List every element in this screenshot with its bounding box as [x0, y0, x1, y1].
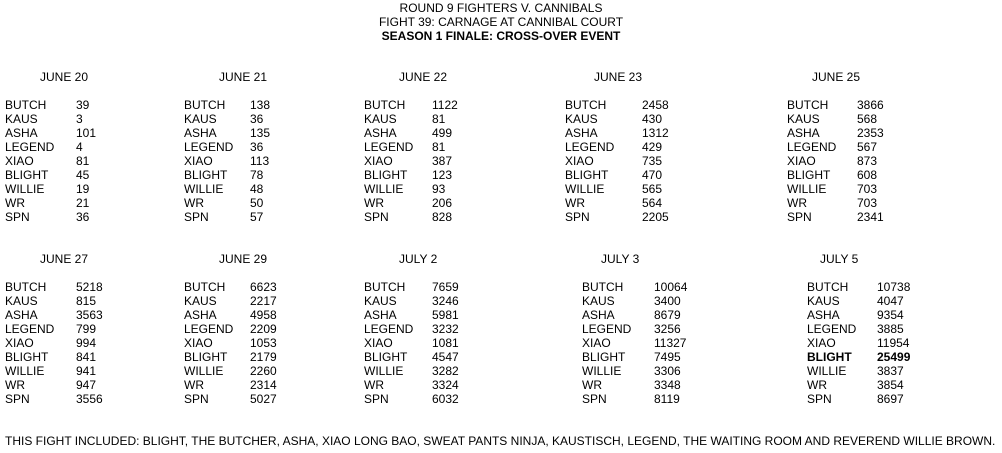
fighter-name: SPN	[582, 392, 607, 406]
fighter-score: 1053	[250, 336, 277, 350]
fighter-score: 7495	[654, 350, 681, 364]
fighter-name: LEGEND	[184, 322, 234, 336]
fighter-score: 703	[857, 182, 878, 196]
fighter-score: 101	[76, 126, 97, 140]
fighter-name: XIAO	[184, 336, 213, 350]
fighter-score: 81	[76, 154, 90, 168]
date-heading: JUNE 22	[399, 70, 448, 84]
fighter-name: KAUS	[184, 294, 217, 308]
header	[0, 1, 1002, 43]
fighter-score: 3556	[76, 392, 103, 406]
fighter-name: ASHA	[582, 308, 615, 322]
fighter-score: 2205	[642, 210, 669, 224]
fighter-score: 4958	[250, 308, 277, 322]
fighter-score: 93	[432, 182, 446, 196]
fighter-name: XIAO	[5, 154, 34, 168]
fighter-name: SPN	[364, 392, 389, 406]
fighter-score: 113	[250, 154, 270, 168]
date-heading: JUNE 21	[219, 70, 268, 84]
fighter-name: BLIGHT	[184, 168, 228, 182]
fighter-score: 567	[857, 140, 878, 154]
fighter-name: ASHA	[807, 308, 840, 322]
fighter-name: XIAO	[787, 154, 816, 168]
fighter-name: WILLIE	[582, 364, 622, 378]
fighter-score: 25499	[877, 350, 911, 364]
fighter-name: WR	[787, 196, 807, 210]
fighter-score: 608	[857, 168, 878, 182]
fighter-score: 3400	[654, 294, 681, 308]
title-line-3: SEASON 1 FINALE: CROSS-OVER EVENT	[381, 29, 621, 43]
date-heading: JULY 5	[820, 252, 859, 266]
fighter-score: 841	[76, 350, 97, 364]
fighter-name: WR	[565, 196, 585, 210]
fighter-name: BUTCH	[184, 98, 226, 112]
fighter-score: 564	[642, 196, 663, 210]
fighter-score: 5218	[76, 280, 103, 294]
fighter-score: 2209	[250, 322, 277, 336]
fighter-score: 19	[76, 182, 90, 196]
fighter-name: ASHA	[364, 126, 397, 140]
fighter-score: 1122	[432, 98, 458, 112]
fighter-name: XIAO	[5, 336, 34, 350]
fighter-score: 3	[76, 112, 83, 126]
fighter-name: SPN	[5, 392, 30, 406]
fighter-name: LEGEND	[582, 322, 632, 336]
fighter-name: WR	[807, 378, 827, 392]
fighter-score: 10738	[877, 280, 911, 294]
fighter-name: WR	[582, 378, 602, 392]
fighter-name: SPN	[184, 210, 209, 224]
fighter-score: 45	[76, 168, 90, 182]
fighter-name: LEGEND	[787, 140, 837, 154]
fighter-name: WR	[364, 378, 384, 392]
fighter-score: 499	[432, 126, 453, 140]
fighter-name: BLIGHT	[364, 350, 408, 364]
fighter-name: LEGEND	[5, 322, 55, 336]
fighter-name: BUTCH	[5, 280, 47, 294]
fighter-score: 7659	[432, 280, 459, 294]
fighter-name: KAUS	[582, 294, 615, 308]
fighter-score: 5027	[250, 392, 277, 406]
fighter-score: 5981	[432, 308, 459, 322]
fighter-name: KAUS	[5, 294, 38, 308]
fighter-score: 39	[76, 98, 90, 112]
date-heading: JULY 3	[601, 252, 640, 266]
fighter-score: 2179	[250, 350, 277, 364]
fighter-name: KAUS	[807, 294, 840, 308]
fighter-score: 3324	[432, 378, 459, 392]
fighter-name: LEGEND	[364, 140, 414, 154]
date-heading: JULY 2	[399, 252, 438, 266]
fighter-name: SPN	[565, 210, 590, 224]
fighter-name: SPN	[5, 210, 30, 224]
fighter-name: BLIGHT	[184, 350, 228, 364]
fighter-name: BUTCH	[807, 280, 849, 294]
fighter-score: 703	[857, 196, 878, 210]
fighter-name: ASHA	[787, 126, 820, 140]
title-line-2: FIGHT 39: CARNAGE AT CANNIBAL COURT	[378, 15, 624, 29]
fighter-name: ASHA	[184, 126, 217, 140]
fighter-name: LEGEND	[5, 140, 55, 154]
fighter-name: ASHA	[565, 126, 598, 140]
fighter-score: 11327	[654, 336, 687, 350]
fighter-score: 123	[432, 168, 453, 182]
fighter-score: 36	[250, 112, 264, 126]
fighter-score: 2458	[642, 98, 669, 112]
fighter-score: 3282	[432, 364, 459, 378]
fighter-score: 799	[76, 322, 97, 336]
fighter-score: 429	[642, 140, 663, 154]
fighter-score: 21	[76, 196, 90, 210]
fighter-score: 3837	[877, 364, 904, 378]
fighter-name: WILLIE	[5, 364, 45, 378]
fighter-score: 36	[250, 140, 264, 154]
fighter-score: 815	[76, 294, 97, 308]
fighter-name: BUTCH	[787, 98, 829, 112]
fighter-name: KAUS	[364, 294, 397, 308]
fighter-name: WR	[5, 378, 25, 392]
fighter-name: BLIGHT	[5, 168, 49, 182]
fighter-name: ASHA	[184, 308, 217, 322]
fighter-name: SPN	[807, 392, 832, 406]
fighter-name: WR	[364, 196, 384, 210]
fighter-score: 565	[642, 182, 663, 196]
fighter-name: BLIGHT	[5, 350, 49, 364]
date-heading: JUNE 27	[40, 252, 89, 266]
fighter-name: BLIGHT	[807, 350, 852, 364]
fighter-score: 568	[857, 112, 878, 126]
fighter-score: 6623	[250, 280, 277, 294]
fighter-name: SPN	[787, 210, 812, 224]
fighter-name: LEGEND	[364, 322, 414, 336]
fighter-score: 2353	[857, 126, 884, 140]
fighter-score: 3306	[654, 364, 681, 378]
fighter-score: 3885	[877, 322, 904, 336]
fighter-score: 206	[432, 196, 453, 210]
fighter-score: 6032	[432, 392, 459, 406]
fighter-score: 4	[76, 140, 83, 154]
fighter-score: 941	[76, 364, 97, 378]
fighter-score: 36	[76, 210, 90, 224]
fighter-name: WILLIE	[364, 182, 404, 196]
fighter-score: 3348	[654, 378, 681, 392]
fighter-name: KAUS	[364, 112, 397, 126]
fighter-score: 3563	[76, 308, 103, 322]
title-line-1: ROUND 9 FIGHTERS V. CANNIBALS	[399, 1, 603, 15]
fighter-score: 10064	[654, 280, 688, 294]
fighter-score: 57	[250, 210, 264, 224]
fighter-score: 947	[76, 378, 97, 392]
fighter-score: 735	[642, 154, 663, 168]
fighter-score: 138	[250, 98, 271, 112]
fighter-name: LEGEND	[565, 140, 615, 154]
fighter-name: WILLIE	[807, 364, 847, 378]
fighter-score: 81	[432, 112, 446, 126]
fighter-score: 81	[432, 140, 446, 154]
fighter-score: 4547	[432, 350, 459, 364]
fighter-name: ASHA	[5, 126, 38, 140]
fighter-score: 873	[857, 154, 878, 168]
fighter-name: WR	[5, 196, 25, 210]
fighter-score: 4047	[877, 294, 904, 308]
fighter-score: 8119	[654, 392, 680, 406]
footer-note: THIS FIGHT INCLUDED: BLIGHT, THE BUTCHER, ASHA, XIAO LONG BAO, SWEAT PANTS NINJA, KAUSTISCH, LEGEND, THE WAITING ROOM AND REVEREND WILLIE BROWN.	[5, 434, 996, 448]
fighter-score: 9354	[877, 308, 904, 322]
fighter-name: WR	[184, 378, 204, 392]
fighter-name: WILLIE	[787, 182, 827, 196]
fighter-name: XIAO	[807, 336, 836, 350]
fighter-name: WILLIE	[184, 364, 224, 378]
fighter-score: 48	[250, 182, 264, 196]
date-heading: JUNE 23	[594, 70, 643, 84]
fighter-name: KAUS	[787, 112, 820, 126]
fighter-score: 78	[250, 168, 264, 182]
fighter-name: BUTCH	[184, 280, 226, 294]
fighter-score: 828	[432, 210, 453, 224]
fighter-name: WILLIE	[364, 364, 404, 378]
fighter-name: BUTCH	[582, 280, 624, 294]
fighter-score: 470	[642, 168, 663, 182]
fighter-score: 1312	[642, 126, 669, 140]
fighter-name: XIAO	[364, 154, 393, 168]
fighter-score: 3246	[432, 294, 459, 308]
fighter-score: 3232	[432, 322, 459, 336]
fighter-score: 135	[250, 126, 271, 140]
fighter-name: ASHA	[5, 308, 38, 322]
fighter-score: 2217	[250, 294, 277, 308]
fighter-name: BLIGHT	[364, 168, 408, 182]
fighter-score: 2314	[250, 378, 277, 392]
fighter-score: 387	[432, 154, 453, 168]
fighter-name: WILLIE	[565, 182, 605, 196]
fighter-score: 11954	[877, 336, 910, 350]
fighter-score: 2260	[250, 364, 277, 378]
fighter-name: SPN	[364, 210, 389, 224]
fighter-name: BUTCH	[565, 98, 607, 112]
fighter-name: BLIGHT	[582, 350, 626, 364]
fighter-name: WR	[184, 196, 204, 210]
fighter-name: WILLIE	[5, 182, 45, 196]
fighter-score: 8679	[654, 308, 681, 322]
fighter-score: 1081	[432, 336, 459, 350]
fighter-name: KAUS	[184, 112, 217, 126]
fighter-name: KAUS	[5, 112, 38, 126]
fighter-name: LEGEND	[184, 140, 234, 154]
fighter-name: XIAO	[565, 154, 594, 168]
fighter-name: ASHA	[364, 308, 397, 322]
fighter-name: BLIGHT	[565, 168, 609, 182]
fighter-name: XIAO	[184, 154, 213, 168]
date-heading: JUNE 29	[219, 252, 268, 266]
date-heading: JUNE 20	[40, 70, 89, 84]
fighter-name: BUTCH	[5, 98, 47, 112]
fighter-name: XIAO	[582, 336, 611, 350]
fighter-name: BUTCH	[364, 280, 406, 294]
fighter-name: LEGEND	[807, 322, 857, 336]
fighter-name: SPN	[184, 392, 209, 406]
fighter-score: 3854	[877, 378, 904, 392]
fighter-name: WILLIE	[184, 182, 224, 196]
fighter-score: 994	[76, 336, 97, 350]
fighter-name: KAUS	[565, 112, 598, 126]
fighter-score: 3866	[857, 98, 884, 112]
fighter-score: 2341	[857, 210, 884, 224]
fighter-name: XIAO	[364, 336, 393, 350]
fighter-score: 3256	[654, 322, 681, 336]
fighter-name: BUTCH	[364, 98, 406, 112]
fighter-score: 50	[250, 196, 264, 210]
fighter-score: 430	[642, 112, 663, 126]
date-heading: JUNE 25	[812, 70, 861, 84]
fighter-name: BLIGHT	[787, 168, 831, 182]
fighter-score: 8697	[877, 392, 904, 406]
